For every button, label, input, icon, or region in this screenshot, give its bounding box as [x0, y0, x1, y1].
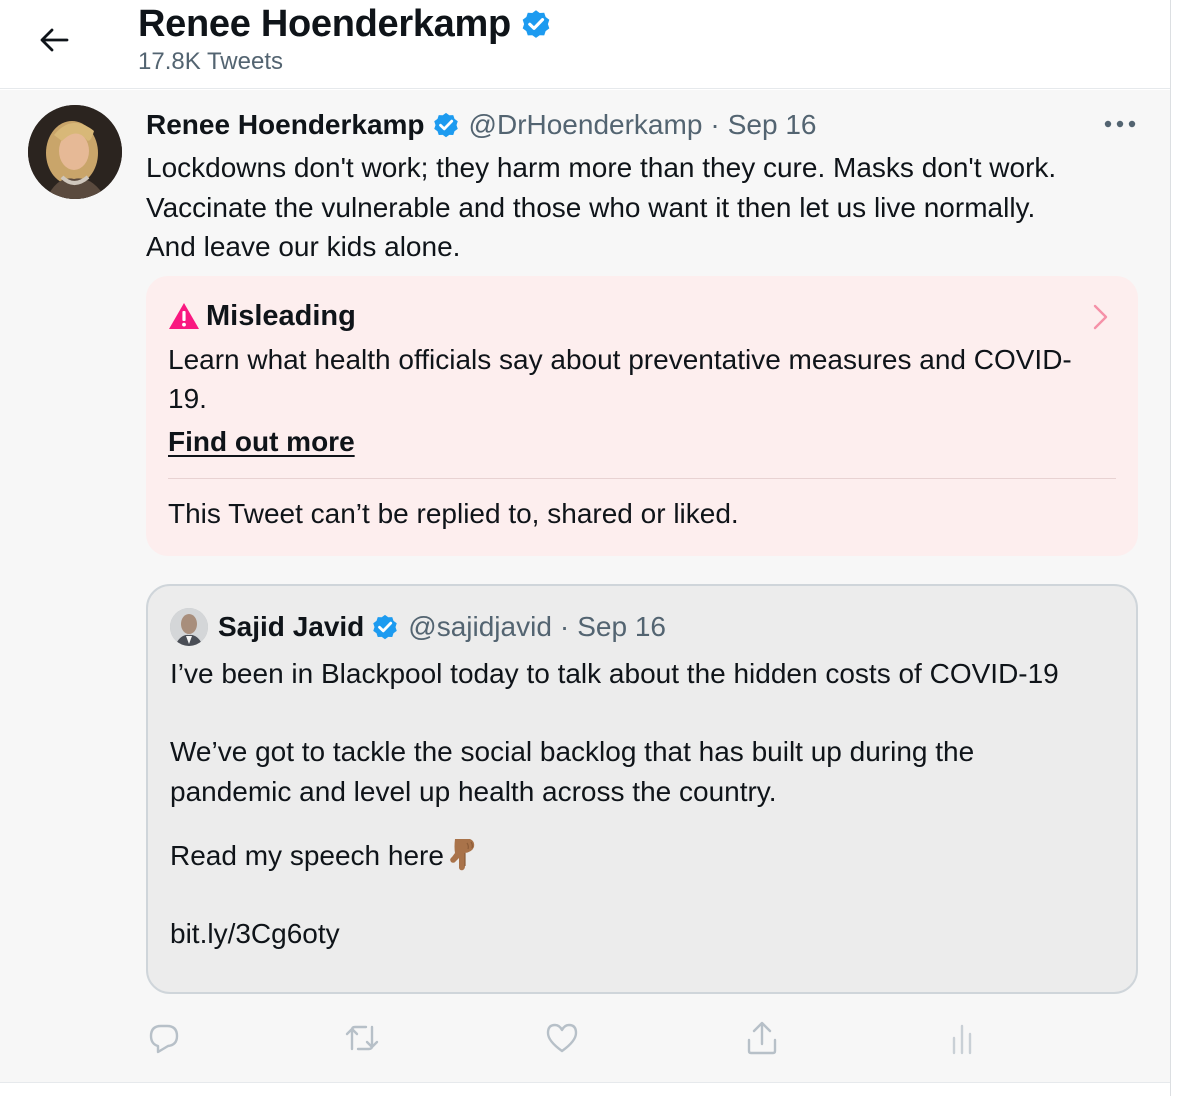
column-border [1170, 0, 1171, 1096]
tweet-text-line: Lockdowns don't work; they harm more than they cure. Masks don't work. [146, 152, 1057, 183]
quoted-text-segment: Read my speech here [170, 840, 444, 871]
notice-footer: This Tweet can’t be replied to, shared or liked. [168, 498, 739, 529]
tweet-actions [0, 1010, 1170, 1066]
notice-title-row [168, 296, 356, 336]
author-handle[interactable]: @DrHoenderkamp [468, 109, 703, 140]
reply-icon [147, 1021, 181, 1055]
verified-badge-icon [519, 7, 553, 41]
pointing-down-hand-icon [446, 837, 478, 871]
notice-title: Misleading [206, 299, 356, 332]
tweet[interactable] [0, 90, 1170, 1082]
analytics-button[interactable] [942, 1018, 982, 1058]
tweet-date[interactable]: Sep 16 [727, 109, 817, 140]
retweet-icon [342, 1021, 382, 1055]
tweet-count: 17.8K Tweets [138, 48, 283, 75]
quoted-tweet[interactable] [146, 584, 1138, 994]
arrow-left-icon [39, 27, 69, 53]
quoted-separator: · [559, 611, 570, 642]
meta-separator: · [710, 109, 720, 140]
more-button[interactable] [1098, 110, 1142, 138]
quoted-link[interactable]: bit.ly/3Cg6oty [170, 918, 340, 949]
reply-button[interactable] [144, 1018, 184, 1058]
tweet-meta [146, 106, 816, 144]
find-out-more-link[interactable]: Find out more [168, 426, 355, 457]
quoted-author-name[interactable]: Sajid Javid [218, 611, 365, 642]
tweet-text [146, 148, 1146, 267]
avatar[interactable] [28, 105, 122, 199]
quoted-avatar[interactable] [170, 608, 208, 646]
quoted-avatar-photo [170, 608, 208, 646]
quoted-meta [170, 608, 666, 646]
chevron-right-icon[interactable] [1088, 302, 1112, 332]
tweet-text-line: Vaccinate the vulnerable and those who want it then let us live normally. [146, 191, 1036, 223]
quoted-text-line: We’ve got to tackle the social backlog that has built up during the [170, 736, 975, 767]
header-title-row [138, 2, 553, 46]
quoted-date[interactable]: Sep 16 [577, 611, 666, 642]
verified-badge-icon [431, 110, 461, 140]
avatar-photo [28, 105, 122, 199]
verified-badge-icon [370, 612, 400, 642]
notice-body: Learn what health officials say about preventative measures and COVID-19. [168, 344, 1072, 414]
quoted-text-line-with-emoji [170, 836, 478, 876]
heart-icon [544, 1021, 580, 1055]
quoted-text-line: I’ve been in Blackpool today to talk about the hidden costs of COVID-19 [170, 658, 1059, 689]
analytics-icon [947, 1020, 977, 1056]
more-dots-icon [1103, 119, 1137, 129]
misleading-notice[interactable] [146, 276, 1138, 556]
quoted-handle[interactable]: @sajidjavid [408, 611, 552, 642]
warning-triangle-icon [168, 302, 200, 330]
quoted-text-line: pandemic and level up health across the country. [170, 776, 777, 807]
header-profile-name: Renee Hoenderkamp [138, 2, 511, 45]
share-icon [745, 1020, 779, 1056]
retweet-button[interactable] [342, 1018, 382, 1058]
tweet-text-line: And leave our kids alone. [146, 231, 461, 262]
like-button[interactable] [542, 1018, 582, 1058]
back-button[interactable] [28, 18, 80, 62]
timeline-separator [0, 1082, 1170, 1096]
author-name[interactable]: Renee Hoenderkamp [146, 109, 425, 140]
notice-divider [168, 478, 1116, 479]
profile-header [0, 0, 1170, 89]
share-button[interactable] [742, 1018, 782, 1058]
